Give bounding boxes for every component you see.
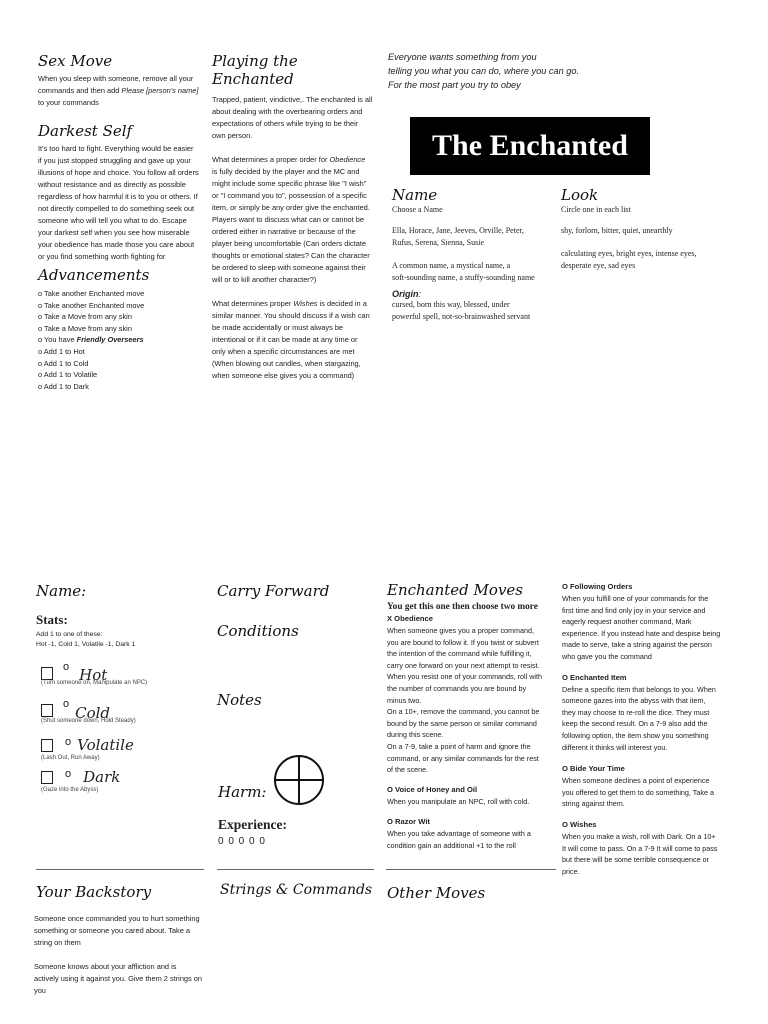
cold-checkbox[interactable] — [41, 704, 53, 717]
look-sub: Circle one in each list — [561, 205, 631, 214]
bide-line: you offered to get them to do something, Take a — [562, 787, 714, 797]
backstory-line: string on them — [34, 938, 81, 947]
playing-line — [212, 154, 382, 166]
darkest-self-title: Darkest Self — [38, 122, 133, 140]
origin-colon: : — [418, 289, 422, 299]
playing-para-1 — [212, 94, 382, 142]
obedience-line: carry one forward on your next attempt to resist. — [387, 660, 540, 670]
darkest-self-text — [38, 143, 208, 263]
playing-line: only when a specific circumstances are met — [212, 347, 355, 356]
experience-marks[interactable]: 0 0 0 0 0 — [218, 836, 266, 847]
darkest-self-line: not directly compelled to do something seek out — [38, 204, 195, 213]
dark-marker: o — [65, 768, 72, 780]
look-line-1: shy, forlorn, bitter, quiet, unearthly — [561, 226, 673, 235]
backstory-line: Someone once commanded you to hurt something — [34, 914, 200, 923]
voice-line: When you manipulate an NPC, roll with cold. — [387, 796, 530, 806]
look-line-2: calculating eyes, bright eyes, intense eyes, — [561, 249, 697, 258]
obedience-line: during this scene. — [387, 730, 444, 740]
razor-text — [387, 828, 559, 851]
name-sub: Choose a Name — [392, 205, 443, 214]
playing-line — [212, 298, 382, 310]
dark-checkbox[interactable] — [41, 771, 53, 784]
volatile-checkbox[interactable] — [41, 739, 53, 752]
hot-desc: (Turn someone on, Manipulate an NPC) — [41, 680, 148, 686]
name-alt — [392, 260, 557, 284]
playing-line: (When blowing out candles, when stargazing, — [212, 359, 361, 368]
obedience-line: command, or any similar commands for the rest — [387, 753, 539, 763]
darkest-self-line: if you just stopped struggling and gave up your — [38, 156, 191, 165]
cold-desc: (Shut someone down, Hold Steady) — [41, 718, 136, 724]
cold-label: Cold — [75, 704, 111, 722]
advancement-item[interactable] — [38, 358, 208, 370]
item-line: following option, the item show you something — [562, 730, 709, 740]
obedience-title: X Obedience — [387, 614, 434, 623]
conditions-label[interactable]: Conditions — [217, 622, 299, 640]
sex-move-section — [38, 52, 203, 109]
backstory-para-2 — [34, 961, 209, 997]
name-section — [392, 186, 557, 323]
harm-label: Harm: — [218, 783, 267, 801]
advancement-item[interactable] — [38, 346, 208, 358]
playing-line: might include some specific phrase like "I wish" — [212, 179, 367, 188]
obedience-line: the number of commands you are bound by — [387, 683, 527, 693]
name-list-line: Rufus, Serena, Sienna, Susie — [392, 238, 484, 247]
volatile-marker: o — [65, 736, 72, 748]
enchanted-moves-section — [387, 581, 559, 852]
following-title: O Following Orders — [562, 582, 633, 591]
advancement-label: o Take a Move from any skin — [38, 312, 132, 322]
advancement-label: o Add 1 to Hot — [38, 346, 85, 356]
following-line: eagerly request another command, Mark — [562, 617, 692, 627]
hot-label: Hot — [79, 666, 108, 684]
intro-line: telling you what you can do, where you can go. — [388, 66, 580, 76]
other-moves-title: Other Moves — [387, 884, 486, 902]
obedience-line: On a 10+, remove the command, you cannot be — [387, 707, 540, 717]
divider — [36, 869, 204, 870]
intro-text — [388, 50, 688, 92]
volatile-desc: (Lash Out, Run Away) — [41, 755, 100, 761]
obedience-line: the intention of the command while fulfilling it, — [387, 649, 532, 659]
stats-title: Stats: — [36, 612, 68, 627]
name-title: Name — [392, 186, 438, 204]
obedience-line: On a 7-9, take a point of harm and ignore the — [387, 741, 531, 751]
advancement-label: o Add 1 to Dark — [38, 381, 89, 391]
divider — [217, 869, 374, 870]
divider — [386, 869, 556, 870]
advancements-title: Advancements — [38, 266, 150, 284]
sex-move-line: to your commands — [38, 98, 99, 107]
enchanted-moves-sub: You get this one then choose two more — [387, 602, 538, 612]
item-line: someone gazes into the abyss with that item, — [562, 696, 706, 706]
advancement-item[interactable] — [38, 323, 208, 335]
following-line: made to serve, take a string against the person — [562, 640, 712, 650]
advancement-item[interactable] — [38, 311, 208, 323]
following-line: experience. If you instead hate and despise being — [562, 628, 721, 638]
darkest-self-line: your obedience has made those you care about — [38, 240, 195, 249]
advancement-label: o You have — [38, 335, 77, 345]
strings-title: Strings & Commands — [220, 882, 373, 898]
backstory-text — [34, 913, 209, 997]
notes-label[interactable]: Notes — [217, 691, 262, 709]
sex-move-italic: Please [person's name] — [121, 86, 199, 95]
origin-label — [392, 289, 557, 299]
stat-volatile — [41, 736, 211, 761]
dark-desc: (Gaze into the Abyss) — [41, 787, 99, 793]
playing-line-prefix: What determines a proper order for — [212, 155, 330, 164]
playing-line: similar manner. You should discuss if a wish can — [212, 311, 370, 320]
sex-move-line — [38, 85, 203, 97]
obedience-line: bound by the same person or similar command — [387, 718, 537, 728]
advancement-label: o Take a Move from any skin — [38, 323, 132, 333]
name-list — [392, 225, 557, 249]
bide-title: O Bide Your Time — [562, 764, 625, 774]
playing-line-suffix: is decided in a — [317, 299, 367, 308]
stat-cold — [41, 698, 211, 724]
moves-right-section — [562, 581, 737, 877]
hot-checkbox[interactable] — [41, 667, 53, 680]
stats-sub — [36, 630, 206, 650]
obedience-text — [387, 625, 559, 776]
darkest-self-section — [38, 122, 208, 263]
advancement-item[interactable] — [38, 381, 208, 393]
look-line-3: desperate eye, sad eyes — [561, 261, 636, 270]
name-field-label[interactable]: Name: — [36, 582, 87, 600]
bide-text — [562, 775, 737, 810]
dark-label: Dark — [83, 768, 121, 786]
following-line: who gave you the command — [562, 651, 652, 661]
advancement-label: o Add 1 to Cold — [38, 358, 89, 368]
wishes-title: O Wishes — [562, 819, 597, 829]
advancement-label: o Take another Enchanted move — [38, 300, 145, 310]
sex-move-line-prefix: commands and then add — [38, 86, 122, 95]
item-text — [562, 684, 737, 754]
name-alt-line: soft-sounding name, a stuffy-sounding name — [392, 273, 535, 282]
wishes-line: It will come to pass. On a 7-9 It will come to pass — [562, 843, 718, 853]
playing-line: own person. — [212, 131, 253, 140]
playing-line: Players want to discuss what can or cannot be — [212, 215, 364, 224]
playing-line: Trapped, patient, vindictive,. The enchanted is all — [212, 95, 373, 104]
experience-label: Experience: — [218, 817, 287, 832]
playing-line: expectations of others while trying to be their — [212, 119, 359, 128]
obedience-line: When someone gives you a proper command, — [387, 626, 535, 635]
advancements-section — [38, 266, 208, 392]
advancements-list — [38, 288, 208, 392]
stat-hot — [41, 661, 211, 686]
advancement-item[interactable] — [38, 288, 208, 300]
advancement-item[interactable] — [38, 334, 208, 346]
look-section — [561, 186, 731, 272]
intro-line: Everyone wants something from you — [388, 52, 537, 62]
wishes-line: price. — [562, 866, 580, 876]
stat-dark — [41, 768, 211, 793]
obedience-italic: Obedience — [329, 155, 366, 164]
playing-line-prefix: What determines proper — [212, 299, 294, 308]
backstory-line: Someone knows about your affliction and is — [34, 962, 177, 971]
obedience-line: of the scene. — [387, 765, 429, 775]
playing-title: Playing the Enchanted — [212, 52, 298, 88]
wishes-italic: Wishes — [293, 299, 318, 308]
razor-line: When you take advantage of someone with a — [387, 829, 531, 839]
item-line: they may choose to re-roll the dice. They must — [562, 707, 710, 717]
cold-marker: o — [63, 698, 70, 710]
advancement-italic: Friendly Overseers — [76, 335, 144, 345]
playing-line: item, or simply be any order give the enchanted. — [212, 203, 370, 212]
obedience-line: When you resist one of your commands, roll with — [387, 672, 542, 682]
wishes-line: but there will be some terrible consequence or — [562, 855, 710, 865]
sex-move-line: When you sleep with someone, remove all your — [38, 74, 194, 83]
following-line: When you fulfill one of your commands for the — [562, 594, 709, 603]
darkest-self-line: someone who will tell you what to do. Escape — [38, 216, 187, 225]
playing-line: be made accidentally or must always be — [212, 323, 344, 332]
hot-marker: o — [63, 661, 70, 673]
obedience-line: you are bound to follow it. If you twist or subvert — [387, 637, 539, 647]
following-line: first time and find only joy in your service and — [562, 605, 706, 615]
item-line: keep the second result. On a 7-9 also add the — [562, 719, 708, 729]
playing-line: about dealing with the overbearing orders and — [212, 107, 363, 116]
darkest-self-line: without resistance and as directly as possible — [38, 180, 186, 189]
playing-line: thoughts or emotional states? Can the character — [212, 251, 370, 260]
intro-line: For the most part you try to obey — [388, 80, 521, 90]
stats-section — [36, 612, 206, 650]
playing-line: be ordered to sleep with someone against their — [212, 263, 366, 272]
wishes-line: When you make a wish, roll with Dark. On a 10+ — [562, 831, 716, 841]
advancement-item[interactable] — [38, 300, 208, 312]
advancement-label: o Take another Enchanted move — [38, 289, 145, 298]
playing-text — [212, 94, 382, 382]
origin-list — [392, 299, 557, 323]
darkest-self-line: illusions of hope and choice. You follow all orders — [38, 168, 199, 177]
stats-sub-line: Hot -1, Cold 1, Volatile -1, Dark 1 — [36, 641, 136, 648]
darkest-self-line: or you find something worth fighting for — [38, 252, 166, 261]
voice-text — [387, 796, 559, 808]
razor-line: condition gain an additional +1 to the roll — [387, 840, 516, 850]
stats-sub-line: Add 1 to one of these: — [36, 631, 103, 638]
playing-line: ordered either in narrative or because of the — [212, 227, 356, 236]
playing-line: is fully decided by the player and the MC and — [212, 167, 360, 176]
playing-line: or "I command you to", possession of a specific — [212, 191, 367, 200]
playing-line: when someone else gives you a command) — [212, 371, 355, 380]
darkest-self-line: your darkest self when you see how miserable — [38, 228, 190, 237]
voice-title: O Voice of Honey and Oil — [387, 784, 478, 794]
advancement-item[interactable] — [38, 369, 208, 381]
backstory-title: Your Backstory — [36, 883, 152, 901]
advancement-label: o Add 1 to Volatile — [38, 370, 98, 380]
playing-line: intentional or if it can be made at any time or — [212, 335, 358, 344]
playing-line: will or to kill another character?) — [212, 275, 317, 284]
origin-line: cursed, born this way, blessed, under — [392, 300, 510, 309]
volatile-label: Volatile — [77, 736, 134, 754]
origin-line: powerful spell, not-so-brainwashed servant — [392, 312, 531, 321]
playing-line: player being uncomfortable (Can orders dictate — [212, 239, 367, 248]
title-box: The Enchanted — [410, 117, 650, 175]
obedience-line: minus two. — [387, 695, 422, 705]
playing-section — [212, 52, 382, 382]
wishes-text — [562, 831, 737, 877]
enchanted-moves-title: Enchanted Moves — [387, 581, 523, 599]
bide-line: string against them. — [562, 799, 625, 809]
item-line: Define a specific item that belongs to you. When — [562, 684, 716, 694]
razor-title: O Razor Wit — [387, 817, 430, 827]
item-line: different it thinks will interest you. — [562, 742, 668, 752]
bide-line: When someone declines a point of experience — [562, 776, 710, 786]
sex-move-text — [38, 73, 203, 109]
name-alt-line: A common name, a mystical name, a — [392, 261, 511, 270]
backstory-line: you — [34, 986, 46, 995]
backstory-para-1 — [34, 913, 209, 949]
item-title: O Enchanted Item — [562, 672, 627, 682]
darkest-self-line: regardless of how harmful it is to you or others. If — [38, 192, 198, 201]
backstory-line: actively using it against you. Give them 2 strings on — [34, 974, 203, 983]
name-list-line: Ella, Horace, Jane, Jeeves, Orville, Peter, — [392, 226, 524, 235]
carry-forward-label[interactable]: Carry Forward — [217, 582, 330, 600]
playing-para-3 — [212, 310, 382, 382]
following-text — [562, 593, 737, 663]
darkest-self-line: It's too hard to fight. Everything would be easier — [38, 144, 194, 153]
harm-clock[interactable] — [273, 754, 325, 811]
look-title: Look — [561, 186, 599, 204]
sex-move-title: Sex Move — [38, 52, 113, 70]
playing-para-2 — [212, 166, 382, 286]
harm-clock-icon — [273, 754, 325, 806]
origin-label-text: Origin — [392, 289, 419, 299]
backstory-line: something or someone you cared about. Take a — [34, 926, 190, 935]
